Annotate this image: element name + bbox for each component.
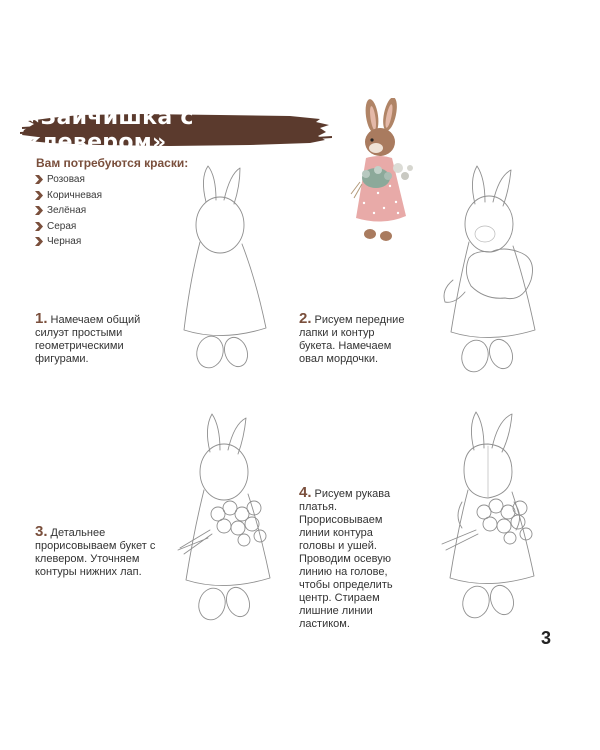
paint-item	[35, 188, 102, 204]
chevron-right-icon	[35, 191, 43, 200]
step-text: Рисуем рукава платья. Прорисовываем линии контура головы и ушей. Проводим осевую линию на голове, чтобы определить центр. Стираем лишние линии ластиком.	[299, 488, 393, 630]
paint-label: Серая	[47, 220, 77, 232]
paints-list	[35, 172, 102, 250]
title-banner	[20, 105, 332, 155]
page-number: 3	[541, 628, 552, 648]
step-number: 3.	[35, 523, 48, 540]
paint-item	[35, 234, 102, 250]
bunny-illustration	[348, 98, 420, 250]
sketch-step-1	[178, 160, 278, 375]
step-text: Детальнее прорисовываем букет с клевером. Уточняем контуры нижних лап.	[35, 527, 156, 578]
paint-label: Черная	[47, 236, 82, 247]
page-title: «Зайчишка с клевером»	[26, 105, 194, 155]
step-3-caption	[35, 525, 160, 579]
paint-item	[35, 172, 102, 188]
step-number: 2.	[299, 310, 312, 327]
paint-item	[35, 203, 102, 219]
paints-heading: Вам потребуются краски:	[36, 156, 189, 170]
paint-label: Коричневая	[47, 189, 103, 201]
step-4-caption	[299, 486, 403, 631]
sketch-step-3	[170, 408, 280, 623]
step-text: Намечаем общий силуэт простыми геометрическими фигурами.	[35, 314, 141, 365]
step-text: Рисуем передние лапки и контур букета. Намечаем овал мордочки.	[299, 314, 405, 365]
step-number: 1.	[35, 310, 48, 327]
step-number: 4.	[299, 484, 312, 501]
paint-label: Зелёная	[47, 205, 87, 216]
paint-label: Розовая	[47, 174, 85, 185]
chevron-right-icon	[35, 222, 43, 231]
chevron-right-icon	[35, 206, 43, 215]
step-1-caption	[35, 312, 150, 366]
step-2-caption	[299, 312, 411, 366]
chevron-right-icon	[35, 175, 43, 184]
chevron-right-icon	[35, 237, 43, 246]
paint-item	[35, 219, 102, 235]
sketch-step-2	[435, 162, 555, 377]
sketch-step-4	[432, 406, 552, 621]
